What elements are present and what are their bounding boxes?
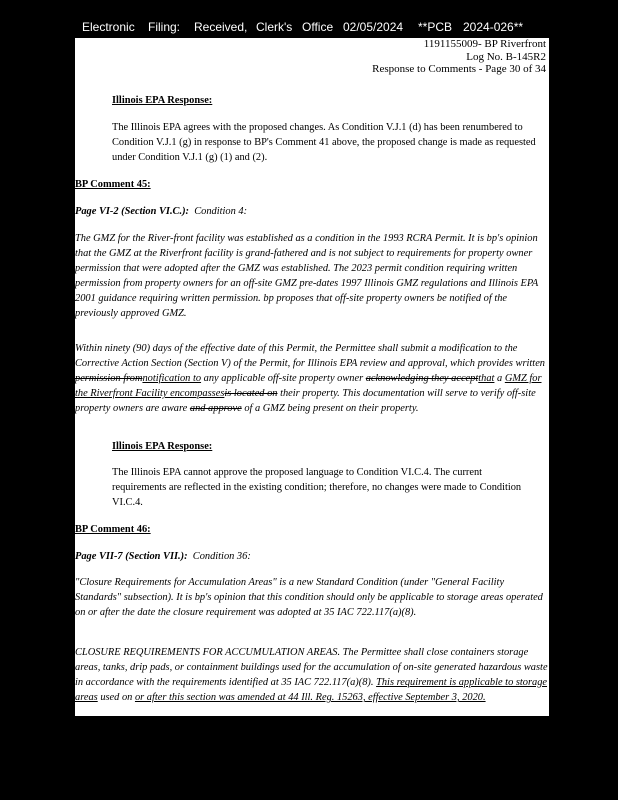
- header-log-number: Log No. B-145R2: [466, 50, 546, 63]
- epa-response-1-body: The Illinois EPA agrees with the proposed changes. As Condition V.J.1 (d) has been renumbered to Condition V.J.1 (g) in response to BP's Comment 41 above, the proposed change is made as requested under Condition V.J.1 (g) (1) and (2).: [112, 122, 536, 163]
- p2-insert-c: GMZ for the Riverfront Facility encompasses: [75, 373, 542, 399]
- comment-45-reference: [75, 204, 247, 219]
- page-header: [372, 38, 546, 76]
- banner-filing: Filing:: [148, 20, 181, 34]
- c46-text-b: used on: [97, 692, 135, 703]
- p2-text-d: their property. This documentation will serve to verify off-site property owners are aware: [75, 388, 536, 414]
- banner-case: **PCB: [418, 20, 453, 34]
- p2-text-b: any applicable off-site property owner: [201, 373, 366, 384]
- epa-response-2-body: The Illinois EPA cannot approve the proposed language to Condition VI.C.4. The current requirements are reflected in the existing condition; therefore, no changes were made to Condition VI.C.4.: [112, 467, 522, 508]
- bp-comment-45-heading: BP Comment 45:: [75, 179, 151, 190]
- header-facility-id: 1191155009- BP Riverfront: [423, 38, 546, 50]
- banner-office: Office: [302, 20, 334, 34]
- p2-insert-b: that: [478, 373, 495, 384]
- efiling-banner: [0, 18, 618, 38]
- comment-46-paragraph-1: "Closure Requirements for Accumulation Areas" is a new Standard Condition (under "General Facility Standards" subsection). It is bp's opinion that this condition should only be applicable to storage areas operated on or after the date the closure requirement was adopted at 35 IAC 722.117(a)(8).: [75, 577, 543, 618]
- comment-46-condition: Condition 36:: [192, 551, 251, 562]
- banner-electronic: Electronic: [82, 20, 135, 34]
- p2-strike-d: and approve: [189, 403, 242, 414]
- banner-clerks: Clerk's: [256, 20, 293, 34]
- comment-45-condition: Condition 4:: [194, 206, 248, 217]
- p2-text-e: of a GMZ being present on their property.: [241, 403, 419, 414]
- p2-text-a: Within ninety (90) days of the effective date of this Permit, the Permittee shall submit a modification to the Corrective Action Section (Section V) of the Permit, for Illinois EPA review and approval, which provides written: [75, 343, 546, 369]
- banner-date: 02/05/2024: [343, 20, 404, 34]
- p2-strike-a: permission from: [75, 373, 143, 384]
- comment-45-paragraph-2: [75, 341, 549, 416]
- banner-received: Received,: [194, 20, 248, 34]
- comment-45-paragraph-1: The GMZ for the River-front facility was established as a condition in the 1993 RCRA Permit. It is bp's opinion that the GMZ at the Riverfront facility is grand-fathered and is not subject to requirements for property owner permission that were adopted after the GMZ was established. The 2023 permit condition requiring written permission from property owners for an off-site GMZ pre-dates 1997 Illinois GMZ regulations and Illinois EPA 2001 guidance requiring written permission. bp proposes that off-site property owners be notified of the previously approved GMZ.: [75, 233, 539, 319]
- banner-case-number: 2024-026**: [463, 20, 524, 34]
- c46-text-a: CLOSURE REQUIREMENTS FOR ACCUMULATION AREAS. The Permittee shall close containers storage areas, tanks, drip pads, or containment buildings used for the accumulation of on-site generated hazardous waste in accordance with the requirements identified at 35 IAC 722.117(a)(8).: [75, 647, 548, 688]
- bp-comment-46-heading: BP Comment 46:: [75, 524, 151, 535]
- document-page: [75, 38, 549, 716]
- p2-text-c: a: [494, 373, 505, 384]
- comment-46-page: Page VII-7 (Section VII.):: [75, 551, 188, 562]
- header-page-info: Response to Comments - Page 30 of 34: [372, 63, 546, 75]
- comment-45-page: Page VI-2 (Section VI.C.):: [75, 206, 190, 217]
- epa-response-2-heading: Illinois EPA Response:: [112, 441, 213, 452]
- p2-strike-b: acknowledging they accept: [365, 373, 479, 384]
- comment-46-reference: [75, 549, 251, 564]
- c46-insert-a: This requirement is applicable to storage areas: [75, 677, 548, 703]
- comment-46-paragraph-2: [75, 645, 549, 705]
- p2-strike-c: is located on: [224, 388, 278, 399]
- p2-insert-a: notification to: [142, 373, 202, 384]
- epa-response-1-heading: Illinois EPA Response:: [112, 95, 213, 106]
- c46-insert-b: or after this section was amended at 44 Ill. Reg. 15263, effective September 3, 2020.: [134, 692, 486, 703]
